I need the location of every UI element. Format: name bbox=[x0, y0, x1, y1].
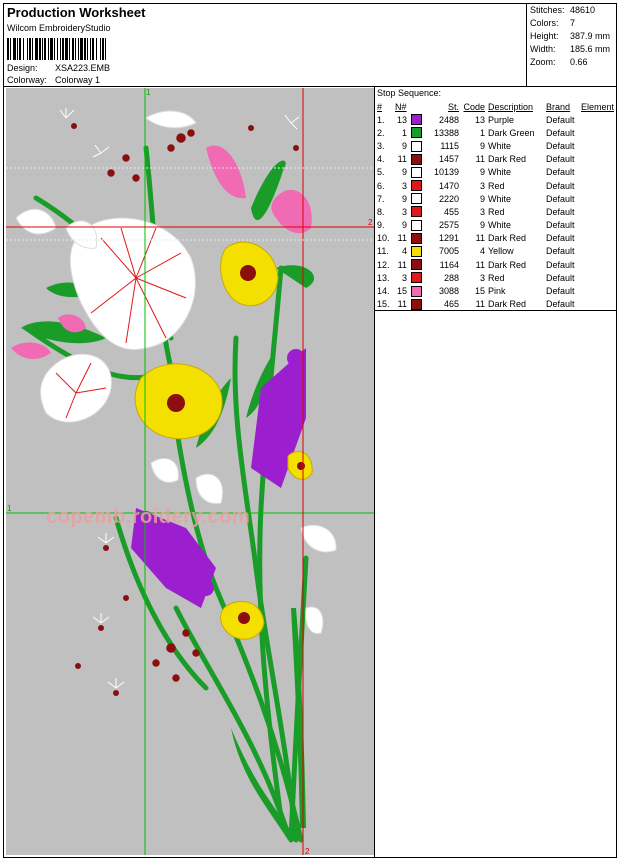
row-brand: Default bbox=[546, 167, 575, 178]
row-description: Pink bbox=[488, 286, 506, 297]
row-needle: 3 bbox=[401, 206, 407, 217]
row-description: White bbox=[488, 193, 512, 204]
table-row[interactable] bbox=[377, 298, 614, 311]
row-element bbox=[581, 113, 614, 126]
row-stitches: 1470 bbox=[438, 180, 459, 191]
row-color-swatch bbox=[411, 166, 425, 179]
row-code: 9 bbox=[479, 167, 485, 178]
row-brand: Default bbox=[546, 114, 575, 125]
row-num: 8. bbox=[377, 206, 385, 217]
row-stitches: 2575 bbox=[438, 220, 459, 231]
row-color-swatch bbox=[411, 179, 425, 192]
stat-value: 185.6 mm bbox=[570, 44, 611, 54]
row-needle: 15 bbox=[396, 286, 407, 297]
row-element bbox=[581, 232, 614, 245]
row-element bbox=[581, 219, 614, 232]
stat-colors bbox=[530, 18, 575, 28]
stat-value: 387.9 mm bbox=[570, 31, 611, 41]
row-element bbox=[581, 126, 614, 139]
row-stitches: 1164 bbox=[439, 259, 459, 270]
row-needle: 9 bbox=[401, 167, 407, 178]
color-swatch bbox=[411, 233, 422, 244]
row-brand: Default bbox=[546, 140, 575, 151]
table-row[interactable] bbox=[377, 245, 614, 258]
table-row[interactable] bbox=[377, 139, 614, 152]
row-code: 3 bbox=[479, 206, 485, 217]
row-element bbox=[581, 166, 614, 179]
stat-value: 7 bbox=[570, 18, 576, 28]
row-stitches: 1291 bbox=[438, 233, 459, 244]
row-code: 4 bbox=[479, 246, 485, 257]
colorway-row bbox=[7, 75, 100, 85]
table-row[interactable] bbox=[377, 258, 614, 271]
row-color-swatch bbox=[411, 258, 425, 271]
row-element bbox=[581, 298, 614, 311]
design-preview[interactable] bbox=[6, 88, 374, 855]
row-color-swatch bbox=[411, 284, 425, 297]
row-num: 2. bbox=[377, 127, 385, 138]
row-stitches: 465 bbox=[443, 299, 459, 310]
table-row[interactable] bbox=[377, 126, 614, 139]
row-brand: Default bbox=[546, 206, 575, 217]
row-color-swatch bbox=[411, 153, 425, 166]
software-name: Wilcom EmbroideryStudio bbox=[7, 23, 111, 33]
table-row[interactable] bbox=[377, 179, 614, 192]
row-description: White bbox=[488, 167, 512, 178]
col-brand: Brand bbox=[546, 102, 571, 112]
row-code: 9 bbox=[479, 220, 485, 231]
row-num: 9. bbox=[377, 220, 385, 231]
stat-label: Width: bbox=[530, 44, 556, 54]
stat-value: 48610 bbox=[570, 5, 596, 15]
color-swatch bbox=[411, 206, 422, 217]
row-stitches: 2488 bbox=[438, 114, 459, 125]
stop-sequence-rows bbox=[377, 113, 614, 311]
row-stitches: 288 bbox=[443, 272, 459, 283]
row-description: Dark Red bbox=[488, 233, 527, 244]
row-brand: Default bbox=[546, 299, 575, 310]
guide-marker-2-bottom: 2 bbox=[305, 847, 310, 855]
guide-marker-1-left: 1 bbox=[7, 504, 12, 513]
row-stitches: 1457 bbox=[438, 154, 459, 165]
row-code: 3 bbox=[479, 272, 485, 283]
color-swatch bbox=[411, 127, 422, 138]
guide-marker-2-right: 2 bbox=[368, 218, 373, 227]
design-stats bbox=[527, 3, 617, 87]
design-label: Design: bbox=[7, 63, 38, 73]
row-color-swatch bbox=[411, 232, 425, 245]
colorway-value: Colorway 1 bbox=[55, 75, 101, 85]
row-element bbox=[581, 192, 614, 205]
row-description: Red bbox=[488, 272, 505, 283]
design-row bbox=[7, 63, 110, 73]
table-row[interactable] bbox=[377, 192, 614, 205]
row-description: Purple bbox=[488, 114, 515, 125]
stat-zoom bbox=[530, 57, 588, 67]
row-num: 4. bbox=[377, 154, 385, 165]
row-num: 1. bbox=[377, 114, 385, 125]
color-swatch bbox=[411, 167, 422, 178]
row-color-swatch bbox=[411, 126, 425, 139]
row-element bbox=[581, 284, 614, 297]
row-needle: 11 bbox=[397, 233, 407, 244]
color-swatch bbox=[411, 299, 422, 310]
row-element bbox=[581, 205, 614, 218]
row-brand: Default bbox=[546, 180, 575, 191]
row-code: 15 bbox=[474, 286, 485, 297]
watermark: copemb.roidery.com bbox=[46, 506, 251, 528]
row-description: Dark Red bbox=[488, 154, 527, 165]
row-needle: 3 bbox=[401, 272, 407, 283]
stat-stitches bbox=[530, 5, 595, 15]
row-brand: Default bbox=[546, 233, 575, 244]
page-title: Production Worksheet bbox=[7, 5, 146, 20]
row-num: 7. bbox=[377, 193, 385, 204]
guide-lines bbox=[6, 88, 374, 855]
row-needle: 13 bbox=[396, 114, 407, 125]
row-description: Yellow bbox=[488, 246, 514, 257]
row-needle: 11 bbox=[397, 259, 407, 270]
col-description: Description bbox=[488, 102, 534, 112]
row-brand: Default bbox=[546, 127, 575, 138]
row-element bbox=[581, 179, 614, 192]
row-stitches: 13388 bbox=[433, 127, 459, 138]
row-code: 11 bbox=[475, 154, 485, 165]
stat-height bbox=[530, 31, 610, 41]
row-code: 11 bbox=[475, 233, 485, 244]
row-color-swatch bbox=[411, 271, 425, 284]
row-num: 15. bbox=[377, 299, 390, 310]
color-swatch bbox=[411, 286, 422, 297]
row-color-swatch bbox=[411, 192, 425, 205]
row-color-swatch bbox=[411, 113, 425, 126]
table-row[interactable] bbox=[377, 219, 614, 232]
row-color-swatch bbox=[411, 298, 425, 311]
table-row[interactable] bbox=[377, 232, 614, 245]
color-swatch bbox=[411, 141, 422, 152]
row-brand: Default bbox=[546, 220, 575, 231]
row-stitches: 10139 bbox=[433, 167, 459, 178]
col-element: Element bbox=[581, 102, 615, 112]
row-num: 12. bbox=[377, 259, 390, 270]
row-description: White bbox=[488, 220, 512, 231]
design-preview-panel bbox=[3, 87, 375, 858]
stat-value: 0.66 bbox=[570, 57, 588, 67]
guide-marker-1-top: 1 bbox=[146, 88, 151, 97]
color-swatch bbox=[411, 220, 422, 231]
row-needle: 9 bbox=[401, 140, 407, 151]
barcode bbox=[7, 38, 106, 60]
color-swatch bbox=[411, 272, 422, 283]
row-needle: 9 bbox=[401, 193, 407, 204]
stat-label: Colors: bbox=[530, 18, 559, 28]
table-row[interactable] bbox=[377, 153, 614, 166]
col-needle: N# bbox=[395, 102, 407, 112]
table-row[interactable] bbox=[377, 284, 614, 297]
row-code: 3 bbox=[479, 180, 485, 191]
row-brand: Default bbox=[546, 246, 575, 257]
row-brand: Default bbox=[546, 259, 575, 270]
row-code: 9 bbox=[479, 193, 485, 204]
row-needle: 11 bbox=[397, 154, 407, 165]
row-needle: 3 bbox=[401, 180, 407, 191]
row-code: 11 bbox=[475, 299, 485, 310]
stop-sequence-title: Stop Sequence: bbox=[377, 88, 442, 98]
row-brand: Default bbox=[546, 272, 575, 283]
row-brand: Default bbox=[546, 154, 575, 165]
row-brand: Default bbox=[546, 286, 575, 297]
row-needle: 9 bbox=[401, 220, 407, 231]
row-element bbox=[581, 153, 614, 166]
row-num: 13. bbox=[377, 272, 390, 283]
col-code: Code bbox=[463, 102, 485, 112]
col-swatch bbox=[411, 101, 425, 113]
row-code: 9 bbox=[479, 140, 485, 151]
stat-label: Height: bbox=[530, 31, 559, 41]
col-num: # bbox=[377, 102, 383, 112]
row-stitches: 1115 bbox=[440, 140, 459, 151]
row-stitches: 7005 bbox=[438, 246, 459, 257]
color-swatch bbox=[411, 114, 422, 125]
row-color-swatch bbox=[411, 219, 425, 232]
row-needle: 1 bbox=[401, 127, 407, 138]
row-code: 13 bbox=[474, 114, 485, 125]
table-row[interactable] bbox=[377, 166, 614, 179]
row-num: 14. bbox=[377, 286, 390, 297]
color-swatch bbox=[411, 259, 422, 270]
row-num: 3. bbox=[377, 140, 385, 151]
row-code: 11 bbox=[475, 259, 485, 270]
colorway-label: Colorway: bbox=[7, 75, 48, 85]
row-color-swatch bbox=[411, 139, 425, 152]
row-num: 5. bbox=[377, 167, 385, 178]
stop-sequence-table bbox=[377, 101, 614, 311]
stat-label: Zoom: bbox=[530, 57, 556, 67]
row-color-swatch bbox=[411, 205, 425, 218]
row-color-swatch bbox=[411, 245, 425, 258]
row-stitches: 2220 bbox=[438, 193, 459, 204]
design-value: XSA223.EMB bbox=[55, 63, 111, 73]
row-description: Dark Red bbox=[488, 299, 527, 310]
row-element bbox=[581, 271, 614, 284]
col-stitches: St. bbox=[447, 102, 459, 112]
row-description: Red bbox=[488, 206, 505, 217]
row-brand: Default bbox=[546, 193, 575, 204]
stop-sequence-panel bbox=[375, 87, 617, 311]
table-row[interactable] bbox=[377, 271, 614, 284]
embroidery-artwork bbox=[6, 88, 374, 855]
row-element bbox=[581, 245, 614, 258]
row-stitches: 455 bbox=[443, 206, 459, 217]
color-swatch bbox=[411, 180, 422, 191]
row-num: 11. bbox=[377, 246, 389, 257]
row-description: Dark Red bbox=[488, 259, 527, 270]
row-num: 6. bbox=[377, 180, 385, 191]
row-needle: 4 bbox=[401, 246, 407, 257]
row-element bbox=[581, 258, 614, 271]
row-num: 10. bbox=[377, 233, 390, 244]
worksheet-header bbox=[3, 3, 527, 87]
stat-width bbox=[530, 44, 610, 54]
table-row[interactable] bbox=[377, 113, 614, 126]
row-description: White bbox=[488, 140, 512, 151]
table-header-row bbox=[377, 101, 614, 113]
stat-label: Stitches: bbox=[530, 5, 565, 15]
barcode-bar bbox=[105, 38, 106, 60]
color-swatch bbox=[411, 193, 422, 204]
row-description: Red bbox=[488, 180, 505, 191]
color-swatch bbox=[411, 246, 422, 257]
row-stitches: 3088 bbox=[438, 286, 459, 297]
row-description: Dark Green bbox=[488, 127, 535, 138]
row-code: 1 bbox=[479, 127, 485, 138]
row-needle: 11 bbox=[397, 299, 407, 310]
color-swatch bbox=[411, 154, 422, 165]
table-row[interactable] bbox=[377, 205, 614, 218]
row-element bbox=[581, 139, 614, 152]
